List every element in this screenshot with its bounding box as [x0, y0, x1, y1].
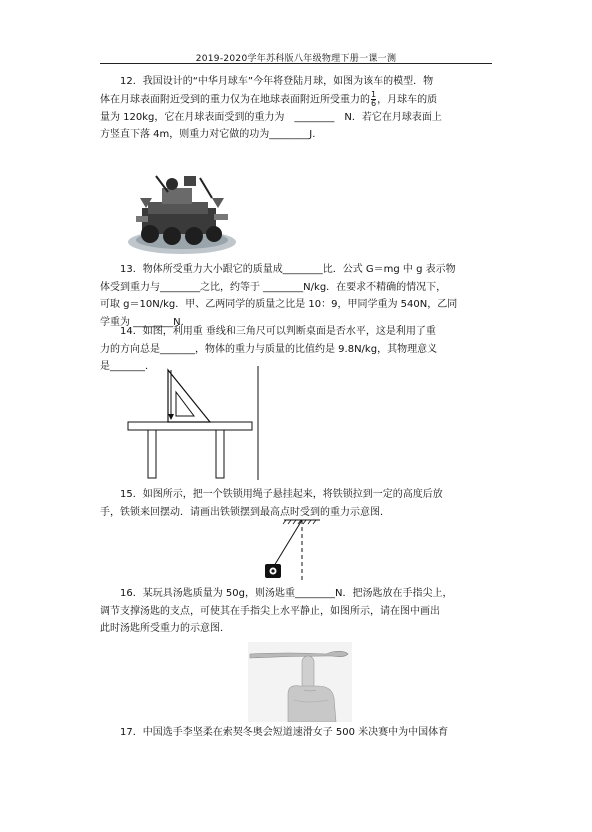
pendulum-diagram [256, 516, 326, 582]
q15-line-2: 手，铁锁来回摆动．请画出铁锁摆到最高点时受到的重力示意图． [100, 506, 390, 518]
table-diagram [126, 364, 262, 482]
question-13 [100, 261, 492, 331]
q14-line-2: 力的方向总是_______，物体的重力与质量的比值约是 9.8N/kg，其物理意义 [100, 343, 438, 355]
question-16 [100, 585, 492, 638]
q12-line-3: 量为 120kg，它在月球表面受到的重力为 ________ N．若它在月球表面上 [100, 111, 442, 123]
q16-line-3: 此时汤匙所受重力的示意图． [100, 623, 230, 634]
q12-line-1: 12．我国设计的“中华月球车”今年将登陆月球，如图为该车的模型．物 [120, 76, 434, 87]
fraction-one-sixth [371, 91, 376, 108]
q12-line-2b: ，月球车的质 [377, 94, 438, 105]
q13-line-1: 13．物体所受重力大小跟它的质量成________比．公式 G＝mg 中 g 表示物 [120, 264, 456, 275]
question-17 [100, 724, 492, 742]
q17-line-1: 17．中国选手李坚柔在索契冬奥会短道速滑女子 500 米决赛中为中国体育 [120, 727, 449, 738]
q12-line-4: 方竖直下落 4m，则重力对它做的功为________J． [100, 129, 323, 140]
q16-line-2: 调节支撑汤匙的支点，可使其在手指尖上水平静止，如图所示，请在图中画出 [100, 605, 440, 617]
fraction-denominator: 6 [371, 98, 377, 108]
fraction-numerator: 1 [371, 89, 377, 99]
header-divider [100, 63, 492, 64]
q12-line-2a: 体在月球表面附近受到的重力仅为在地球表面附近所受重力的 [100, 94, 370, 105]
q16-line-1: 16．某玩具汤匙质量为 50g，则汤匙重________N．把汤匙放在手指尖上， [120, 588, 453, 599]
q12-line-2 [100, 91, 492, 109]
q14-line-1: 14．如图，利用重 垂线和三角尺可以判断桌面是否水平，这是利用了重 [120, 326, 436, 337]
lunar-rover-image [126, 168, 238, 256]
q14-line-3: 是_______． [100, 361, 155, 372]
q13-line-3: 可取 g＝10N/kg．甲、乙两同学的质量之比是 10：9，甲同学重为 540N，乙同 [100, 299, 458, 310]
spoon-finger-image [248, 642, 352, 722]
q13-line-2: 体受到重力与________之比，约等于 ________N/kg．在要求不精确的情况下， [100, 281, 447, 293]
q15-line-1: 15．如图所示，把一个铁锁用绳子悬挂起来，将铁锁拉到一定的高度后放 [120, 489, 443, 500]
q13-line-4: 学重为 ________N． [100, 316, 191, 328]
page-header: 2019-2020学年苏科版八年级物理下册一课一测 [195, 54, 397, 64]
question-12 [100, 73, 492, 144]
